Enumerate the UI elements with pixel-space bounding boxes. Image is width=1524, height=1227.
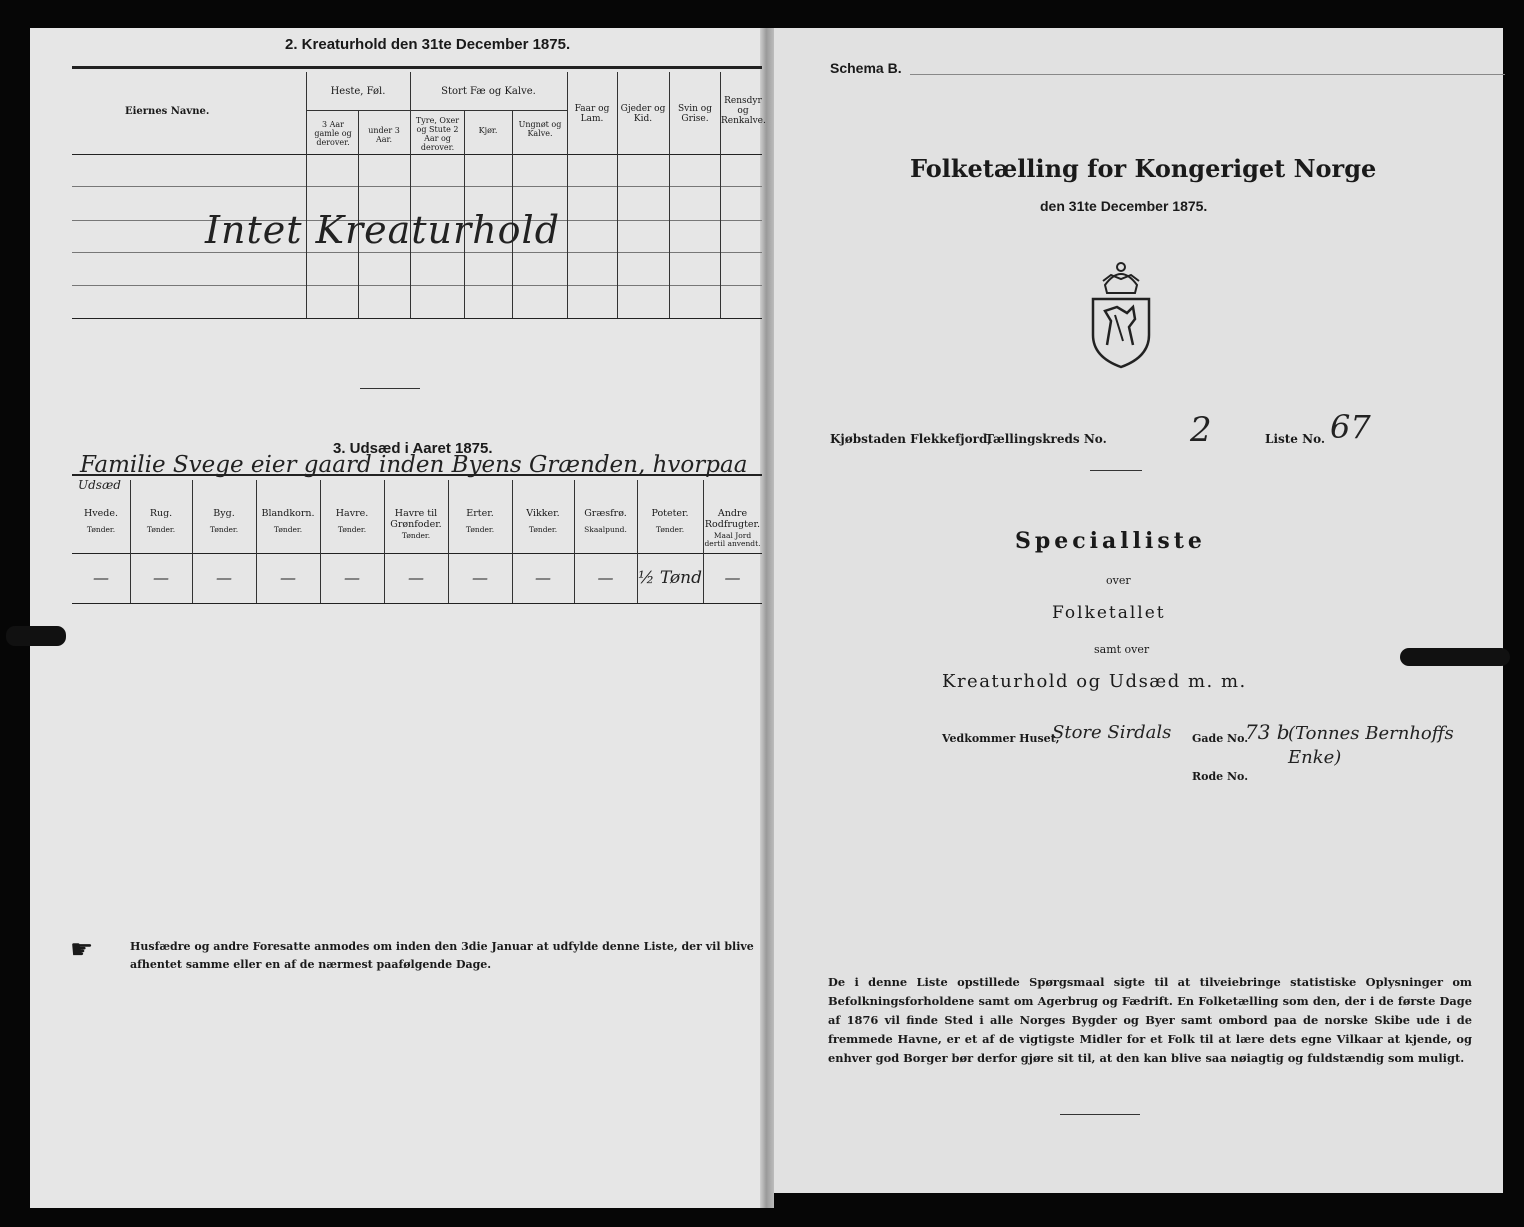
col-stort-fae: Stort Fæ og Kalve. xyxy=(441,86,536,97)
vedkommer-label: Vedkommer Huset, xyxy=(942,732,1060,745)
col-stort-tyre: Tyre, Oxer og Stute 2 Aar og derover. xyxy=(415,116,460,152)
liste-label: Liste No. xyxy=(1265,432,1326,446)
udsaed-col-unit: Tønder. xyxy=(401,531,431,540)
handwritten-udsaed-note2: Udsæd xyxy=(78,478,121,492)
udsaed-col-value: — xyxy=(597,568,614,587)
pointing-hand-icon: ☛ xyxy=(70,935,94,965)
udsaed-col-unit: Maal Jord dertil anvendt. xyxy=(704,531,761,548)
udsaed-col-value: — xyxy=(280,568,296,587)
liste-value: 67 xyxy=(1330,408,1371,446)
notice-line2: afhentet samme eller en af de nærmest paafølgende Dage. xyxy=(130,958,492,971)
over-1: over xyxy=(1106,574,1131,587)
udsaed-col-unit: Tønder. xyxy=(146,525,176,534)
kreds-value: 2 xyxy=(1190,410,1212,450)
col-heste: Heste, Føl. xyxy=(330,86,386,97)
col-gjeder: Gjeder og Kid. xyxy=(620,104,666,124)
udsaed-col-name: Blandkorn. xyxy=(261,508,315,519)
vedkommer-value: Store Sirdals xyxy=(1052,722,1172,743)
udsaed-col-unit: Tønder. xyxy=(465,525,495,534)
section3-title: 3. Udsæd i Aaret 1875. xyxy=(333,440,493,457)
handwritten-udsaed-note: Familie Svege eier gaard inden Byens Grænden, hvorpaa xyxy=(80,452,748,478)
table2-top-rule xyxy=(72,66,762,69)
col-rensdyr: Rensdyr og Renkalve. xyxy=(721,96,766,126)
table2-header-rule xyxy=(72,154,762,155)
col-svin: Svin og Grise. xyxy=(678,104,712,124)
short-divider-1 xyxy=(360,388,420,389)
udsaed-col-name: Rug. xyxy=(149,508,173,519)
gade-value: 73 b xyxy=(1245,720,1290,744)
col-stort-ungnot: Ungnøt og Kalve. xyxy=(518,120,562,138)
udsaed-col-value: — xyxy=(472,568,488,587)
binder-clip-right xyxy=(1400,648,1510,666)
udsaed-col-unit: Tønder. xyxy=(655,525,685,534)
book-gutter xyxy=(760,28,774,1208)
kreds-label: Tællingskreds No. xyxy=(985,432,1107,446)
udsaed-col-value: — xyxy=(153,568,169,587)
udsaed-col-unit: Tønder. xyxy=(86,525,116,534)
norway-coat-of-arms-icon xyxy=(1085,255,1157,370)
col-faar: Faar og Lam. xyxy=(574,104,610,124)
udsaed-col-unit: Skaalpund. xyxy=(584,525,627,534)
binder-clip-left xyxy=(6,626,66,646)
census-title: Folketælling for Kongeriget Norge xyxy=(910,154,1377,183)
udsaed-col-value: — xyxy=(724,568,741,587)
notice-line1: Husfædre og andre Foresatte anmodes om inden den 3die Januar at udfylde denne Liste, der vil blive xyxy=(130,940,754,953)
col-heste-under3: under 3 Aar. xyxy=(368,126,400,144)
udsaed-col-value: — xyxy=(216,568,232,587)
census-date: den 31te December 1875. xyxy=(1040,198,1208,214)
footer-text: De i denne Liste opstillede Spørgsmaal sigte til at tilveiebringe statistiske Oplysninger om Befolkningsforholdene samt om Agerbrug og Fædrift. En Folketælling som den, der i de første Dage af 1876 vil finde Sted i alle Norges Bygder og Byer samt ombord paa de norske Skibe ude i de fremmede Havne, er et af de vigtigste Midler for et Folk til at lære dets egne Vilkaar at kjende, og enhver god Borger bør derfor gjøre sit til, at den kan blive saa nøiagtig og fuldstændig som muligt. xyxy=(828,975,1472,1065)
gade-label: Gade No. xyxy=(1192,732,1249,745)
kjobstad-label: Kjøbstaden Flekkefjord, xyxy=(830,432,992,446)
udsaed-col-unit: Tønder. xyxy=(209,525,239,534)
section2-title: 2. Kreaturhold den 31te December 1875. xyxy=(285,36,571,53)
udsaed-col-name: Andre Rodfrugter. xyxy=(704,508,761,530)
schema-label: Schema B. xyxy=(830,60,902,76)
udsaed-col-unit: Tønder. xyxy=(337,525,367,534)
rode-label: Rode No. xyxy=(1192,770,1249,783)
udsaed-col-name: Byg. xyxy=(213,508,235,519)
folketallet: Folketallet xyxy=(1052,603,1166,623)
left-page xyxy=(30,28,767,1208)
kreaturhold-udsaed: Kreaturhold og Udsæd m. m. xyxy=(942,671,1247,692)
udsaed-col-value: — xyxy=(344,568,360,587)
samt-over: samt over xyxy=(1094,643,1150,656)
udsaed-col-unit: Tønder. xyxy=(273,525,303,534)
table3-top-rule xyxy=(72,474,762,476)
handwritten-intet-kreaturhold: Intet Kreaturhold xyxy=(205,208,561,252)
table3-bottom-rule xyxy=(72,603,762,604)
udsaed-col-name: Havre. xyxy=(335,508,369,519)
udsaed-col-value: ½ Tønd xyxy=(638,568,702,588)
specialliste-heading: Specialliste xyxy=(1015,528,1206,554)
table3-header-rule xyxy=(72,553,762,554)
udsaed-col-name: Græsfrø. xyxy=(584,508,627,519)
udsaed-col-value: — xyxy=(535,568,551,587)
udsaed-col-name: Poteter. xyxy=(651,508,689,519)
udsaed-col-unit: Tønder. xyxy=(528,525,558,534)
udsaed-col-name: Havre til Grønfoder. xyxy=(390,508,442,530)
table2-bottom-rule xyxy=(72,318,762,319)
udsaed-col-value: — xyxy=(93,568,109,587)
gade-note: (Tonnes Bernhoffs Enke) xyxy=(1288,723,1454,768)
udsaed-col-value: — xyxy=(408,568,424,587)
udsaed-col-name: Hvede. xyxy=(84,508,118,519)
col-heste-3aar: 3 Aar gamle og derover. xyxy=(314,120,352,147)
col-stort-kjor: Kjør. xyxy=(478,126,498,135)
col-eiernes-navne: Eiernes Navne. xyxy=(125,106,210,117)
udsaed-col-name: Erter. xyxy=(466,508,494,519)
udsaed-col-name: Vikker. xyxy=(526,508,560,519)
